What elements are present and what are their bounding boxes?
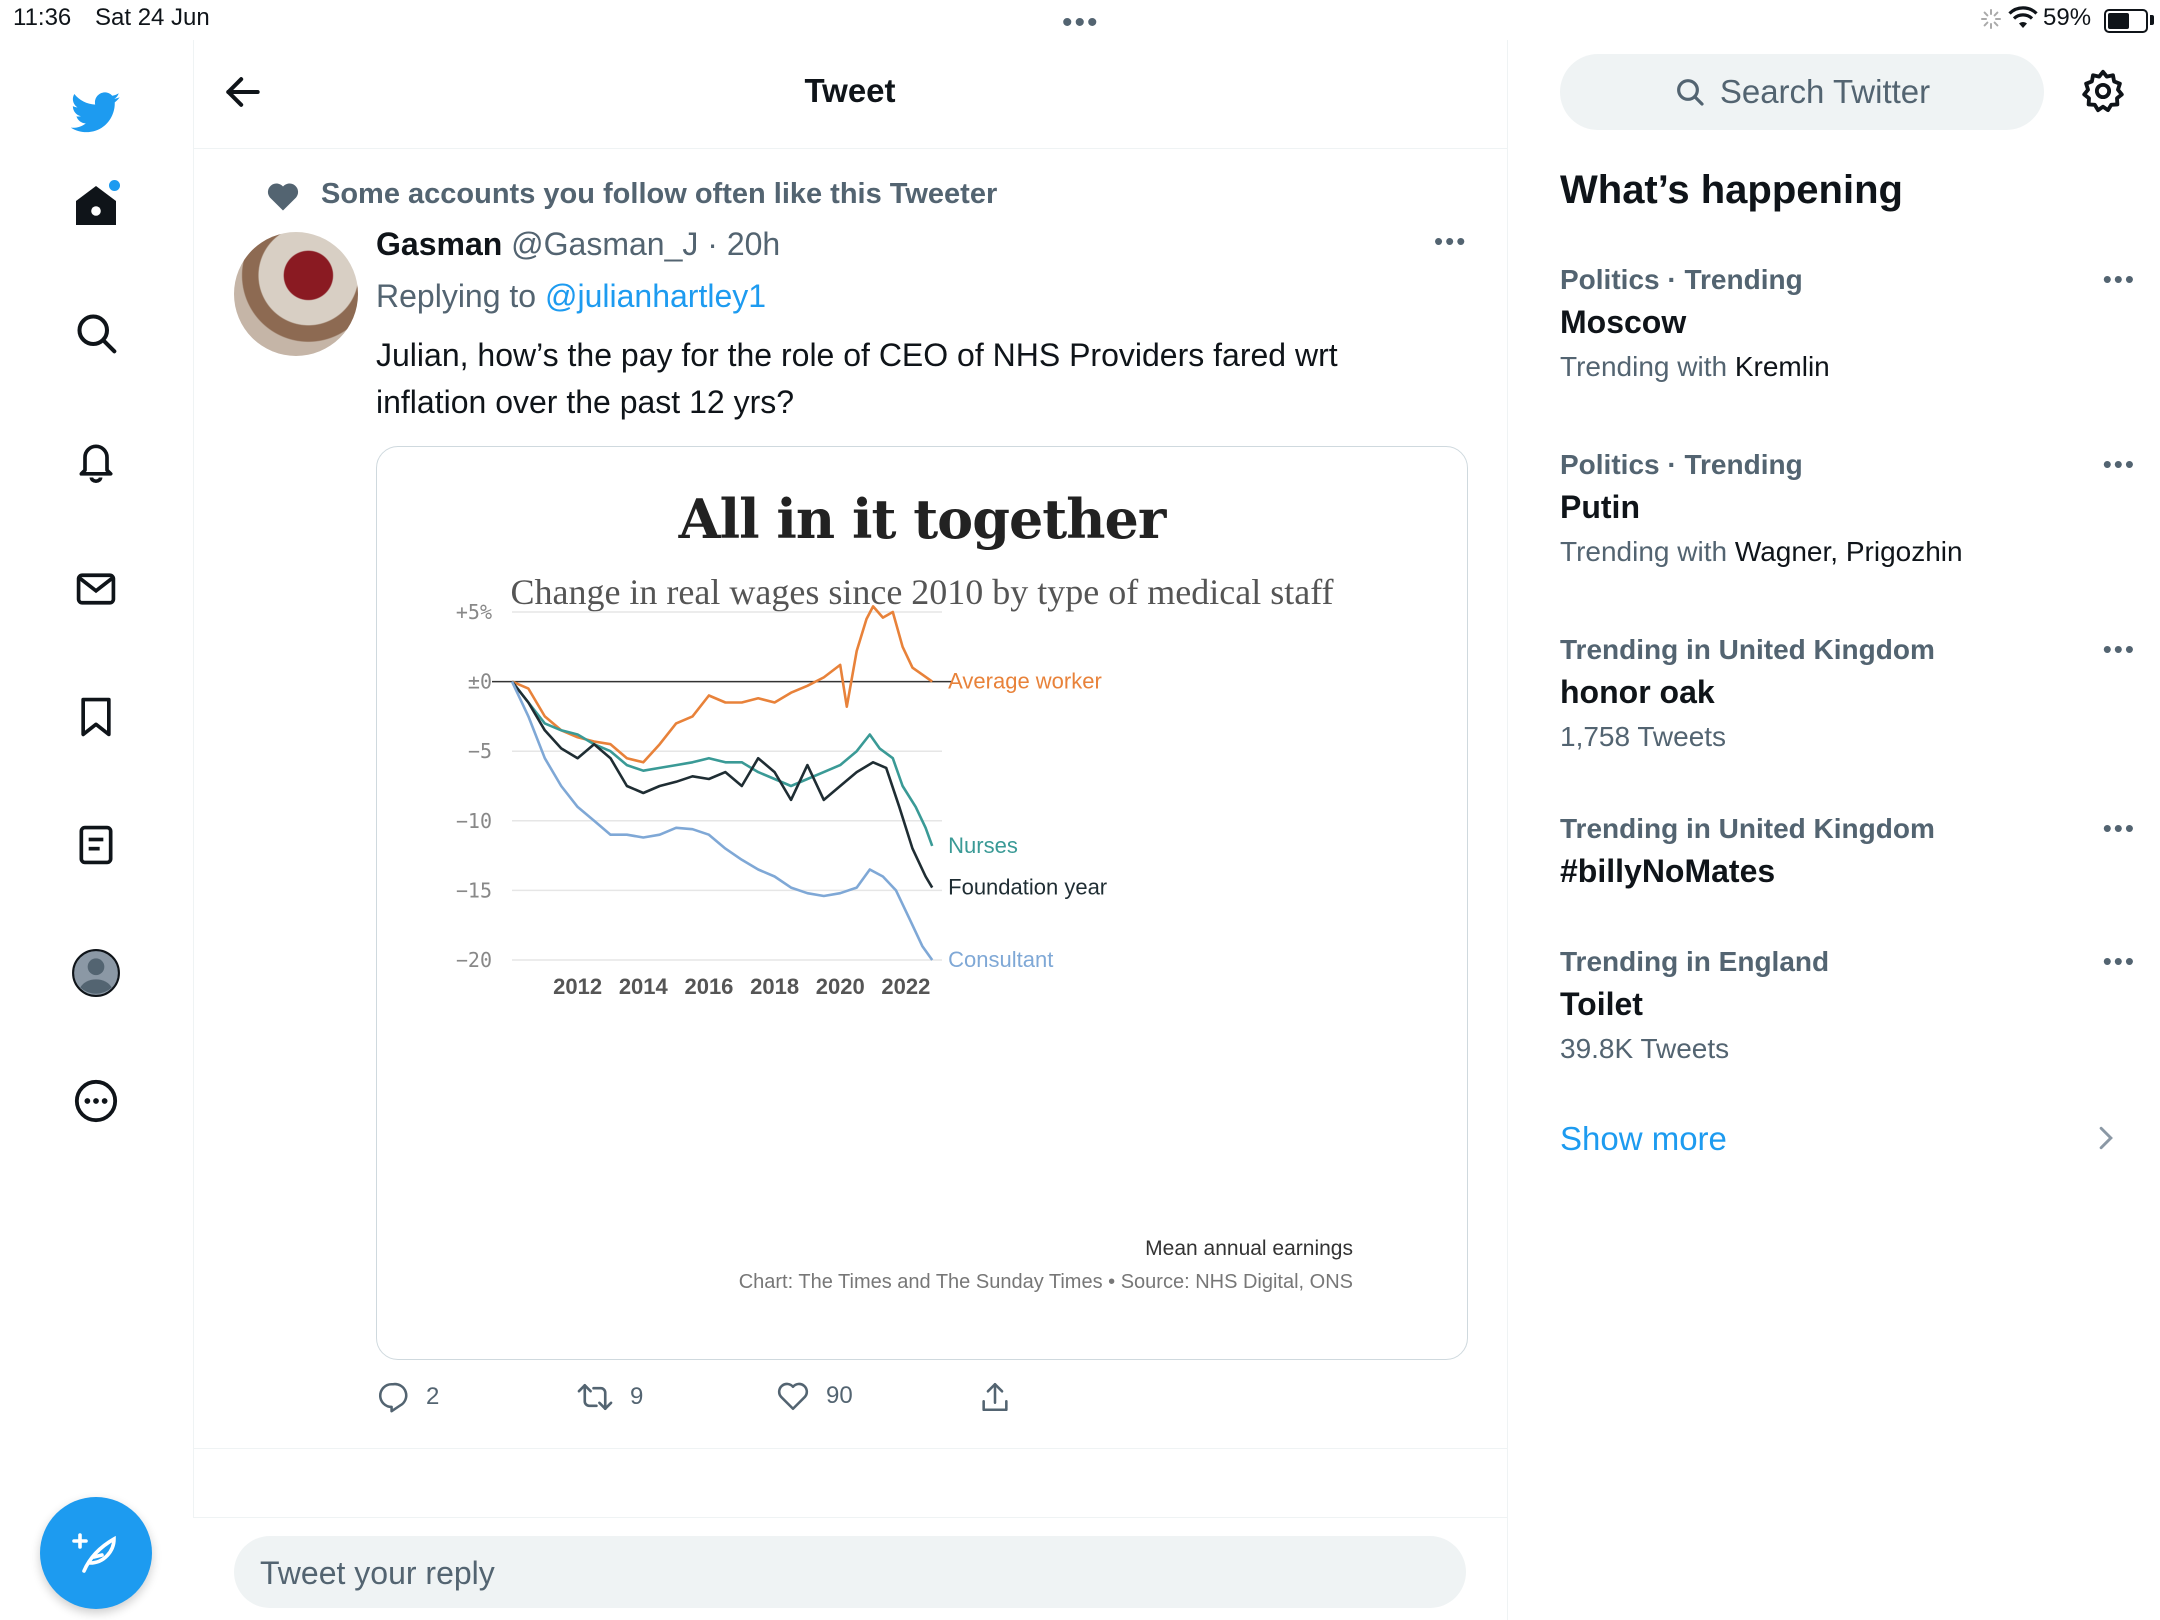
search-box[interactable] <box>1560 54 2044 130</box>
chart-source: Chart: The Times and The Sunday Times • Source: NHS Digital, ONS <box>738 1271 1353 1293</box>
trend-subtext-prefix: Trending with <box>1560 351 1735 382</box>
x-tick-label: 2020 <box>815 974 865 999</box>
tweet-detail-column <box>193 40 1508 1620</box>
series-label: Foundation year <box>948 874 1108 900</box>
profile-avatar-icon[interactable] <box>71 948 121 998</box>
trend-meta: Trending in England <box>1560 946 1830 977</box>
trend-meta: Politics · Trending <box>1560 264 1803 295</box>
trend-more-icon[interactable]: ••• <box>2102 813 2136 843</box>
trend-item[interactable] <box>1560 946 2136 1065</box>
left-navigation <box>0 40 194 1620</box>
series-label: Average worker <box>948 668 1102 694</box>
heart-icon <box>265 180 301 220</box>
trend-topic: #billyNoMates <box>1560 853 1776 889</box>
trend-meta: Trending in United Kingdom <box>1560 634 1935 665</box>
like-count: 90 <box>826 1382 853 1409</box>
author-name[interactable]: Gasman <box>376 226 503 262</box>
wifi-icon <box>2008 6 2038 37</box>
settings-gear-icon[interactable] <box>2080 68 2126 119</box>
retweet-button[interactable] <box>576 1380 643 1414</box>
reply-bar <box>234 1536 1466 1608</box>
battery-percent: 59% <box>2043 4 2092 31</box>
home-icon[interactable] <box>71 180 121 230</box>
tweet-text: Julian, how’s the pay for the role of CEO of NHS Providers fared wrt inflation over the past 12 yrs? <box>376 337 1338 420</box>
messages-envelope-icon[interactable] <box>71 564 121 614</box>
battery-icon <box>2104 9 2148 33</box>
chart-footnote: Mean annual earnings <box>1145 1237 1353 1260</box>
chart-title: All in it together <box>678 487 1166 551</box>
trend-more-icon[interactable]: ••• <box>2102 634 2136 664</box>
notifications-bell-icon[interactable] <box>71 436 121 486</box>
series-line <box>512 682 932 888</box>
loading-spinner-icon <box>1980 8 2002 37</box>
x-tick-label: 2012 <box>553 974 603 999</box>
compose-tweet-button[interactable] <box>40 1497 152 1609</box>
trend-topic: Putin <box>1560 489 1640 525</box>
tweet-more-icon[interactable]: ••• <box>1434 226 1468 256</box>
social-context <box>321 178 997 211</box>
y-tick-label: −5 <box>467 739 492 764</box>
tweet-actions <box>376 1380 1376 1424</box>
social-context-text: Some accounts you follow often like this Tweeter <box>321 178 998 210</box>
trend-related-terms: Wagner, Prigozhin <box>1734 536 1963 567</box>
trend-item[interactable] <box>1560 813 2136 890</box>
retweet-icon <box>576 1380 614 1414</box>
retweet-count: 9 <box>630 1383 644 1410</box>
trend-meta: Politics · Trending <box>1560 449 1803 480</box>
reply-icon <box>376 1380 410 1414</box>
status-time: 11:36 <box>13 4 72 31</box>
home-notification-dot <box>109 180 120 191</box>
author-handle: @Gasman_J · 20h <box>511 226 781 262</box>
series-line <box>512 606 932 762</box>
bookmarks-icon[interactable] <box>71 692 121 742</box>
reply-count: 2 <box>426 1383 440 1410</box>
trend-tweet-count: 39.8K Tweets <box>1560 1033 1730 1064</box>
trend-item[interactable] <box>1560 634 2136 753</box>
line-chart <box>377 447 1467 1359</box>
page-header <box>193 40 1507 149</box>
tweet-image-card[interactable] <box>376 446 1468 1360</box>
trend-subtext <box>1560 536 2120 568</box>
like-heart-icon <box>776 1380 810 1412</box>
series-label: Nurses <box>948 832 1018 858</box>
chevron-right-icon <box>2095 1125 2117 1156</box>
compose-feather-icon <box>72 1529 120 1577</box>
more-options-icon[interactable] <box>71 1076 121 1126</box>
tweet-divider <box>193 1448 1507 1449</box>
trend-subtext <box>1560 351 2120 383</box>
multitasking-dots-icon[interactable]: ••• <box>1062 6 1100 39</box>
twitter-logo-icon[interactable] <box>71 88 121 138</box>
replying-to-link[interactable]: @julianhartley1 <box>544 278 767 314</box>
search-icon <box>1674 76 1706 108</box>
trend-topic: Moscow <box>1560 304 1687 340</box>
trend-more-icon[interactable]: ••• <box>2102 449 2136 479</box>
trend-meta: Trending in United Kingdom <box>1560 813 1935 844</box>
trend-item[interactable] <box>1560 449 2136 568</box>
reply-button[interactable] <box>376 1380 439 1414</box>
trend-topic: honor oak <box>1560 674 1715 710</box>
author-avatar[interactable] <box>234 232 358 356</box>
status-bar <box>0 0 2160 40</box>
y-tick-label: +5% <box>455 600 492 624</box>
trend-item[interactable] <box>1560 264 2136 383</box>
y-tick-label: −20 <box>455 948 492 972</box>
right-sidebar <box>1507 40 2160 1620</box>
x-tick-label: 2014 <box>618 974 668 999</box>
chart-subtitle: Change in real wages since 2010 by type of medical staff <box>510 572 1334 612</box>
series-label: Consultant <box>948 947 1054 972</box>
trend-related-terms: Kremlin <box>1734 351 1830 382</box>
trend-more-icon[interactable]: ••• <box>2102 946 2136 976</box>
y-tick-label: ±0 <box>467 669 492 694</box>
x-tick-label: 2018 <box>750 974 800 999</box>
trend-topic: Toilet <box>1560 986 1643 1022</box>
trend-tweet-count: 1,758 Tweets <box>1560 721 1727 752</box>
x-tick-label: 2016 <box>684 974 734 999</box>
replying-to-label: Replying to <box>376 278 545 314</box>
tweet-author <box>376 226 780 263</box>
y-tick-label: −10 <box>455 808 492 833</box>
page-title: Tweet <box>804 72 896 109</box>
share-icon <box>978 1380 1012 1414</box>
like-button[interactable] <box>776 1380 853 1412</box>
share-button[interactable] <box>978 1380 1012 1414</box>
trend-subtext-prefix: Trending with <box>1560 536 1735 567</box>
reply-input[interactable] <box>258 1536 1442 1610</box>
lists-icon[interactable] <box>71 820 121 870</box>
status-date: Sat 24 Jun <box>95 4 210 31</box>
x-tick-label: 2022 <box>881 974 931 999</box>
search-placeholder: Search Twitter <box>1719 73 1931 110</box>
trends-heading: What’s happening <box>1560 168 1903 212</box>
show-more-link[interactable]: Show more <box>1560 1120 1727 1157</box>
battery-tip <box>2150 15 2154 25</box>
replying-to <box>376 278 766 315</box>
explore-search-icon[interactable] <box>71 308 121 358</box>
trend-more-icon[interactable]: ••• <box>2102 264 2136 294</box>
y-tick-label: −15 <box>455 878 492 903</box>
